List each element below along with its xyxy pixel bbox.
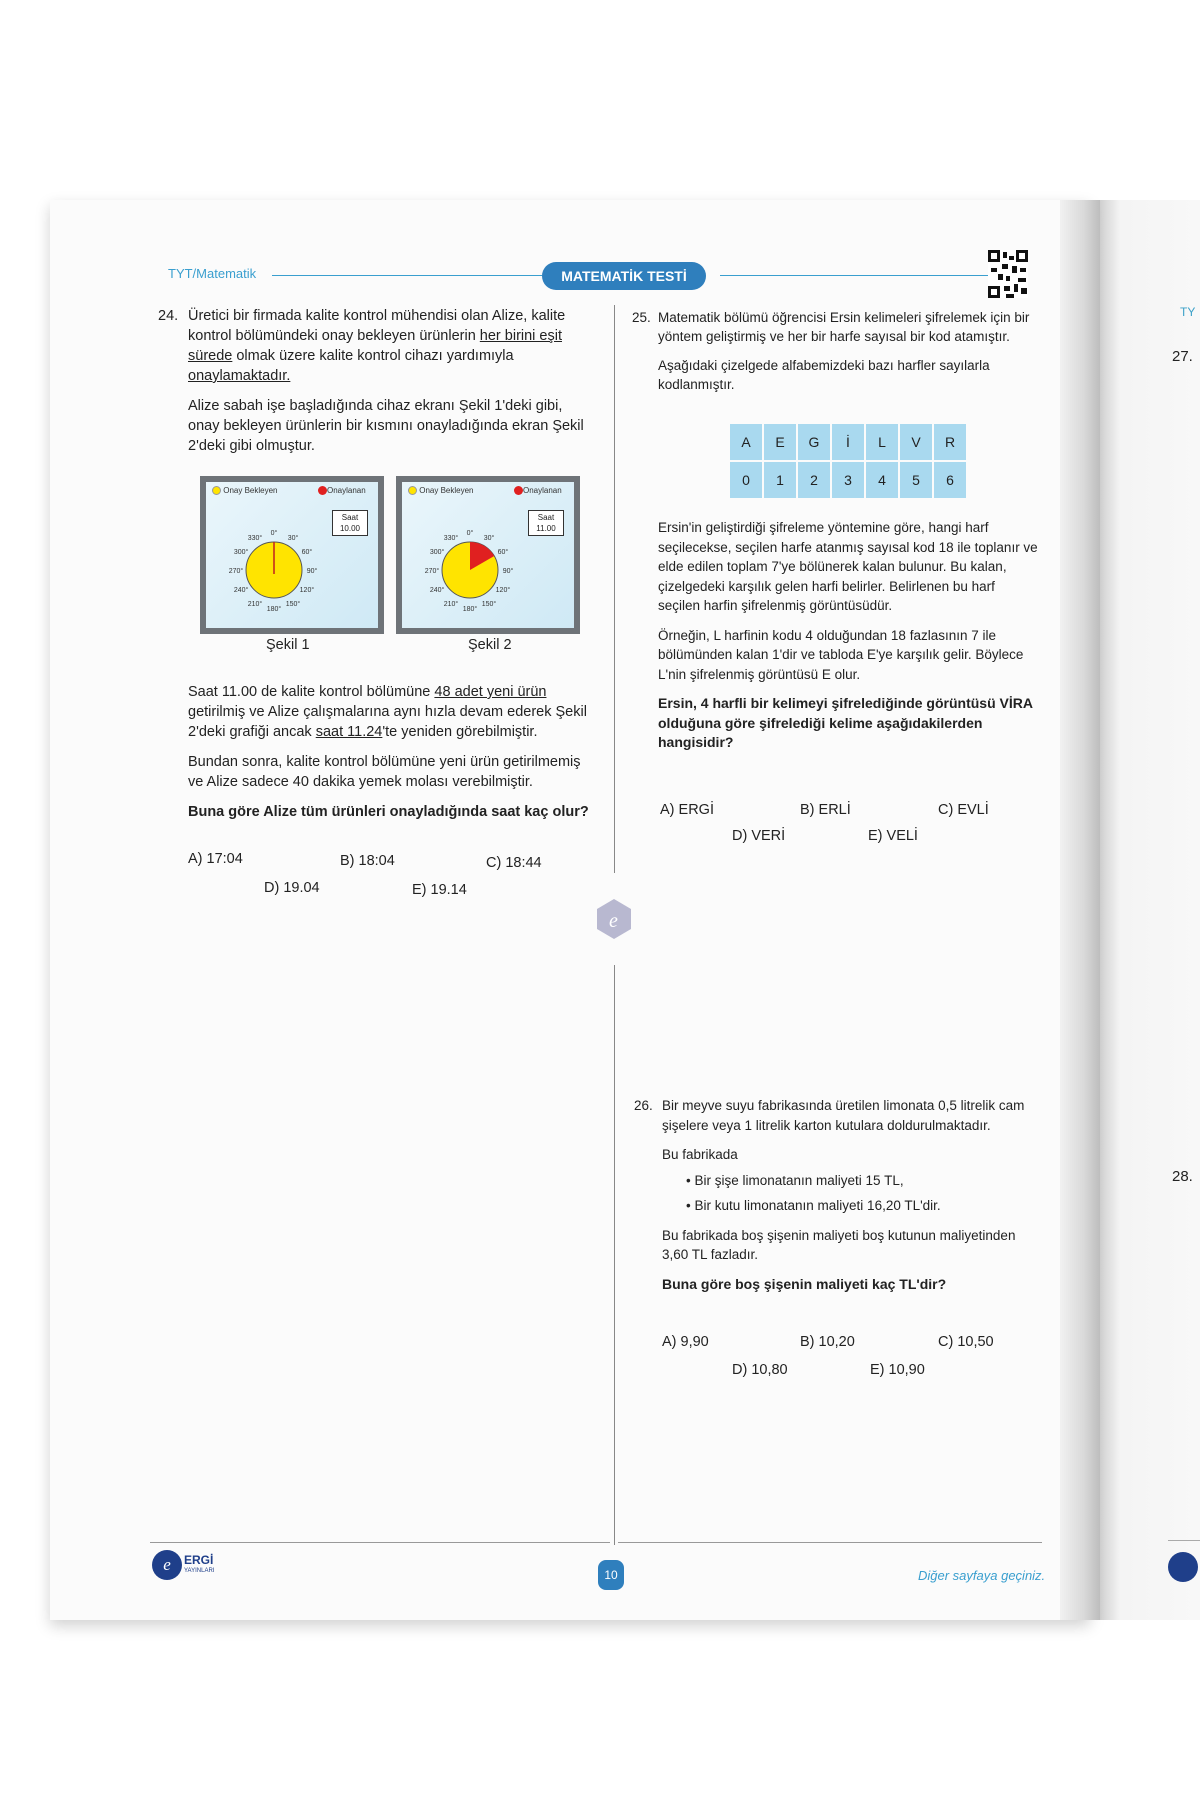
table-cell: 6 — [934, 462, 966, 498]
dial-tick-label: 240° — [233, 587, 249, 594]
figure-1-dial — [216, 504, 326, 622]
q25-paragraph-1: Matematik bölümü öğrencisi Ersin kelimeleri şifrelemek için bir yöntem geliştirmiş ve her bir harfe sayısal bir kod atamıştır. — [658, 310, 1030, 344]
q25-question: Ersin, 4 harfli bir kelimeyi şifrelediğinde görüntüsü VİRA olduğuna göre şifrelediği kelime aşağıdakilerden hangisidir? — [658, 695, 1033, 750]
q24-p1-underlined-2: onaylamaktadır. — [188, 368, 291, 384]
dial-tick-label: 300° — [233, 549, 249, 556]
dial-tick-label: 120° — [299, 587, 315, 594]
q26-paragraph-3: Bu fabrikada boş şişenin maliyeti boş kutunun maliyetinden 3,60 TL fazladır. — [662, 1227, 1016, 1262]
svg-text:e: e — [609, 910, 618, 932]
table-cell: 3 — [832, 462, 864, 498]
column-divider-top — [614, 305, 615, 873]
dial-tick-label: 330° — [443, 535, 459, 543]
dial-tick-label: 270° — [424, 568, 440, 575]
next-page-edge — [1100, 200, 1200, 1620]
footer-rule-left — [150, 1542, 610, 1543]
question-24-continued — [188, 682, 590, 832]
question-25-continued — [658, 518, 1038, 763]
q24-paragraph-4: Bundan sonra, kalite kontrol bölümüne yeni ürün getirilmemiş ve Alize sadece 40 dakika yemek molası verebilmiştir. — [188, 754, 581, 790]
figure-1-screen — [200, 476, 384, 634]
page-number: 10 — [598, 1560, 624, 1590]
q25-paragraph-4: Örneğin, L harfinin kodu 4 olduğundan 18 fazlasının 7 ile bölümünden kalan 1'dir ve tabloda E'ye karşılık gelir. Böylece L'nin şifrelenmiş görüntüsü E olur. — [658, 627, 1024, 682]
q25-paragraph-2: Aşağıdaki çizelgede alfabemizdeki bazı harfler sayılarla kodlanmıştır. — [658, 358, 990, 392]
table-cell: 2 — [798, 462, 830, 498]
table-cell: 1 — [764, 462, 796, 498]
dial-tick-label: 30° — [287, 535, 299, 543]
q24-p3-underlined-1: 48 adet yeni ürün — [434, 684, 547, 700]
dial-tick-label: 210° — [247, 600, 263, 608]
letter-code-table — [728, 422, 968, 500]
q24-question: Buna göre Alize tüm ürünleri onayladığında saat kaç olur? — [188, 804, 589, 820]
table-cell: R — [934, 424, 966, 460]
q26-option-c[interactable]: C) 10,50 — [938, 1334, 994, 1350]
table-row-codes — [730, 462, 966, 498]
q26-question: Buna göre boş şişenin maliyeti kaç TL'dir? — [662, 1275, 947, 1292]
figure-1-caption: Şekil 1 — [266, 637, 310, 653]
header-title: MATEMATİK TESTİ — [542, 262, 706, 290]
dial-tick-label: 180° — [266, 606, 282, 613]
q24-p1-underlined-1: her birini eşit sürede — [188, 328, 562, 364]
q25-option-c[interactable]: C) EVLİ — [938, 802, 989, 818]
next-page-header: TY — [1180, 305, 1196, 319]
footer-rule-right — [618, 1542, 1042, 1543]
dial-tick-label: 0° — [466, 530, 474, 537]
dial-tick-label: 270° — [228, 568, 244, 575]
next-page-logo — [1168, 1552, 1198, 1582]
figure-2-clock-box: Saat 11.00 — [528, 510, 564, 536]
column-divider-bottom — [614, 965, 615, 1545]
dial-tick-label: 120° — [495, 587, 511, 594]
table-cell: E — [764, 424, 796, 460]
q24-option-d[interactable]: D) 19.04 — [264, 880, 320, 896]
dial-tick-label: 240° — [429, 587, 445, 594]
q25-option-b[interactable]: B) ERLİ — [800, 802, 851, 818]
q24-option-b[interactable]: B) 18:04 — [340, 853, 395, 869]
next-page-hint: Diğer sayfaya geçiniz. — [918, 1568, 1046, 1583]
footer-brand: ERGİ YAYINLARI — [184, 1553, 215, 1574]
ergi-logo-icon: e — [152, 1550, 182, 1580]
dial-tick-label: 60° — [301, 549, 313, 556]
dial-tick-label: 180° — [462, 606, 478, 613]
qr-code-icon[interactable] — [988, 250, 1028, 298]
table-cell: A — [730, 424, 762, 460]
q25-paragraph-3: Ersin'in geliştirdiği şifreleme yöntemine göre, hangi harf seçilecekse, seçilen harfe atanmış sayısal kod 18 ile toplanır ve elde edilen toplam 7'ye bölünerek kalan bulunur. Bu kalan, çizelgedeki karşılık gelen harfi belirler. Belirlenen bu harf seçilen harfin şifrelenmiş görüntüsüdür. — [658, 520, 1038, 613]
header-rule-left — [272, 275, 542, 276]
q24-p1-text-a: Üretici bir firmada kalite kontrol mühendisi olan Alize, kalite kontrol bölümündeki onay bekleyen ürünlerin — [188, 308, 566, 344]
dial-tick-label: 90° — [502, 568, 514, 575]
q26-option-e[interactable]: E) 10,90 — [870, 1362, 925, 1378]
dial-tick-label: 150° — [285, 600, 301, 608]
next-page-question-27: 27. — [1172, 348, 1193, 365]
dial-tick-label: 30° — [483, 535, 495, 543]
table-cell: 4 — [866, 462, 898, 498]
q26-bullet-2: • Bir kutu limonatanın maliyeti 16,20 TL'dir. — [686, 1198, 941, 1213]
question-24 — [158, 306, 590, 466]
next-page-footer-line — [1168, 1540, 1200, 1541]
q25-option-e[interactable]: E) VELİ — [868, 828, 918, 844]
question-26 — [634, 1096, 1038, 1304]
question-number: 25. — [632, 310, 651, 325]
q24-p1-text-b: olmak üzere kalite kontrol cihazı yardımıyla — [232, 348, 514, 364]
figure-2-time: 11.00 — [536, 524, 556, 533]
table-cell: L — [866, 424, 898, 460]
page-spine-shadow — [1060, 200, 1100, 1620]
dial-tick-label: 300° — [429, 549, 445, 556]
q24-option-c[interactable]: C) 18:44 — [486, 855, 542, 871]
q24-option-a[interactable]: A) 17:04 — [188, 851, 243, 867]
figure-2-caption: Şekil 2 — [468, 637, 512, 653]
q26-option-a[interactable]: A) 9,90 — [662, 1334, 709, 1350]
q24-paragraph-2: Alize sabah işe başladığında cihaz ekranı Şekil 1'deki gibi, onay bekleyen ürünlerin bir kısmını onayladığında ekran Şekil 2'deki gibi olmuştur. — [188, 398, 584, 454]
question-25 — [632, 308, 1036, 404]
q26-paragraph-1: Bir meyve suyu fabrikasında üretilen limonata 0,5 litrelik cam şişelere veya 1 litrelik karton kutulara doldurulmaktadır. — [662, 1098, 1025, 1133]
legend-approved: Onaylanan — [514, 486, 562, 495]
dial-tick-label: 90° — [306, 568, 318, 575]
q24-p3-underlined-2: saat 11.24 — [315, 724, 383, 740]
figure-1-time: 10.00 — [339, 524, 361, 533]
table-cell: 0 — [730, 462, 762, 498]
q24-option-e[interactable]: E) 19.14 — [412, 882, 467, 898]
dial-tick-label: 0° — [270, 530, 278, 537]
hexagon-logo-icon — [596, 898, 632, 940]
table-cell: V — [900, 424, 932, 460]
figure-1-clock-box: Saat 10.00 — [332, 510, 368, 536]
question-number: 26. — [634, 1098, 653, 1113]
header-rule-right — [720, 275, 988, 276]
legend-approved: Onaylanan — [318, 486, 366, 495]
figure-2-screen — [396, 476, 580, 634]
q26-option-d[interactable]: D) 10,80 — [732, 1362, 788, 1378]
question-number: 24. — [158, 308, 179, 324]
table-cell: 5 — [900, 462, 932, 498]
table-cell: G — [798, 424, 830, 460]
q26-option-b[interactable]: B) 10,20 — [800, 1334, 855, 1350]
dial-tick-label: 330° — [247, 535, 263, 543]
table-row-letters — [730, 424, 966, 460]
header-subject: TYT/Matematik — [168, 266, 257, 281]
legend-waiting: Onay Bekleyen — [212, 486, 278, 495]
dial-tick-label: 150° — [481, 600, 497, 608]
table-cell: İ — [832, 424, 864, 460]
q24-paragraph-3: Saat 11.00 de kalite kontrol bölümüne 48 adet yeni ürün getirilmiş ve Alize çalışmalarına aynı hızla devam ederek Şekil 2'deki grafiği ancak saat 11.24'te yeniden görebilmiştir. — [188, 684, 587, 740]
legend-waiting: Onay Bekleyen — [408, 486, 474, 495]
q26-bullet-1: • Bir şişe limonatanın maliyeti 15 TL, — [686, 1172, 904, 1188]
q25-option-d[interactable]: D) VERİ — [732, 828, 786, 844]
next-page-question-28: 28. — [1172, 1168, 1193, 1185]
figure-2-dial — [412, 504, 522, 622]
q24-paragraph-1 — [188, 306, 590, 386]
q25-option-a[interactable]: A) ERGİ — [660, 802, 714, 818]
dial-tick-label: 210° — [443, 600, 459, 608]
q26-paragraph-2: Bu fabrikada — [662, 1147, 738, 1162]
dial-tick-label: 60° — [497, 549, 509, 556]
